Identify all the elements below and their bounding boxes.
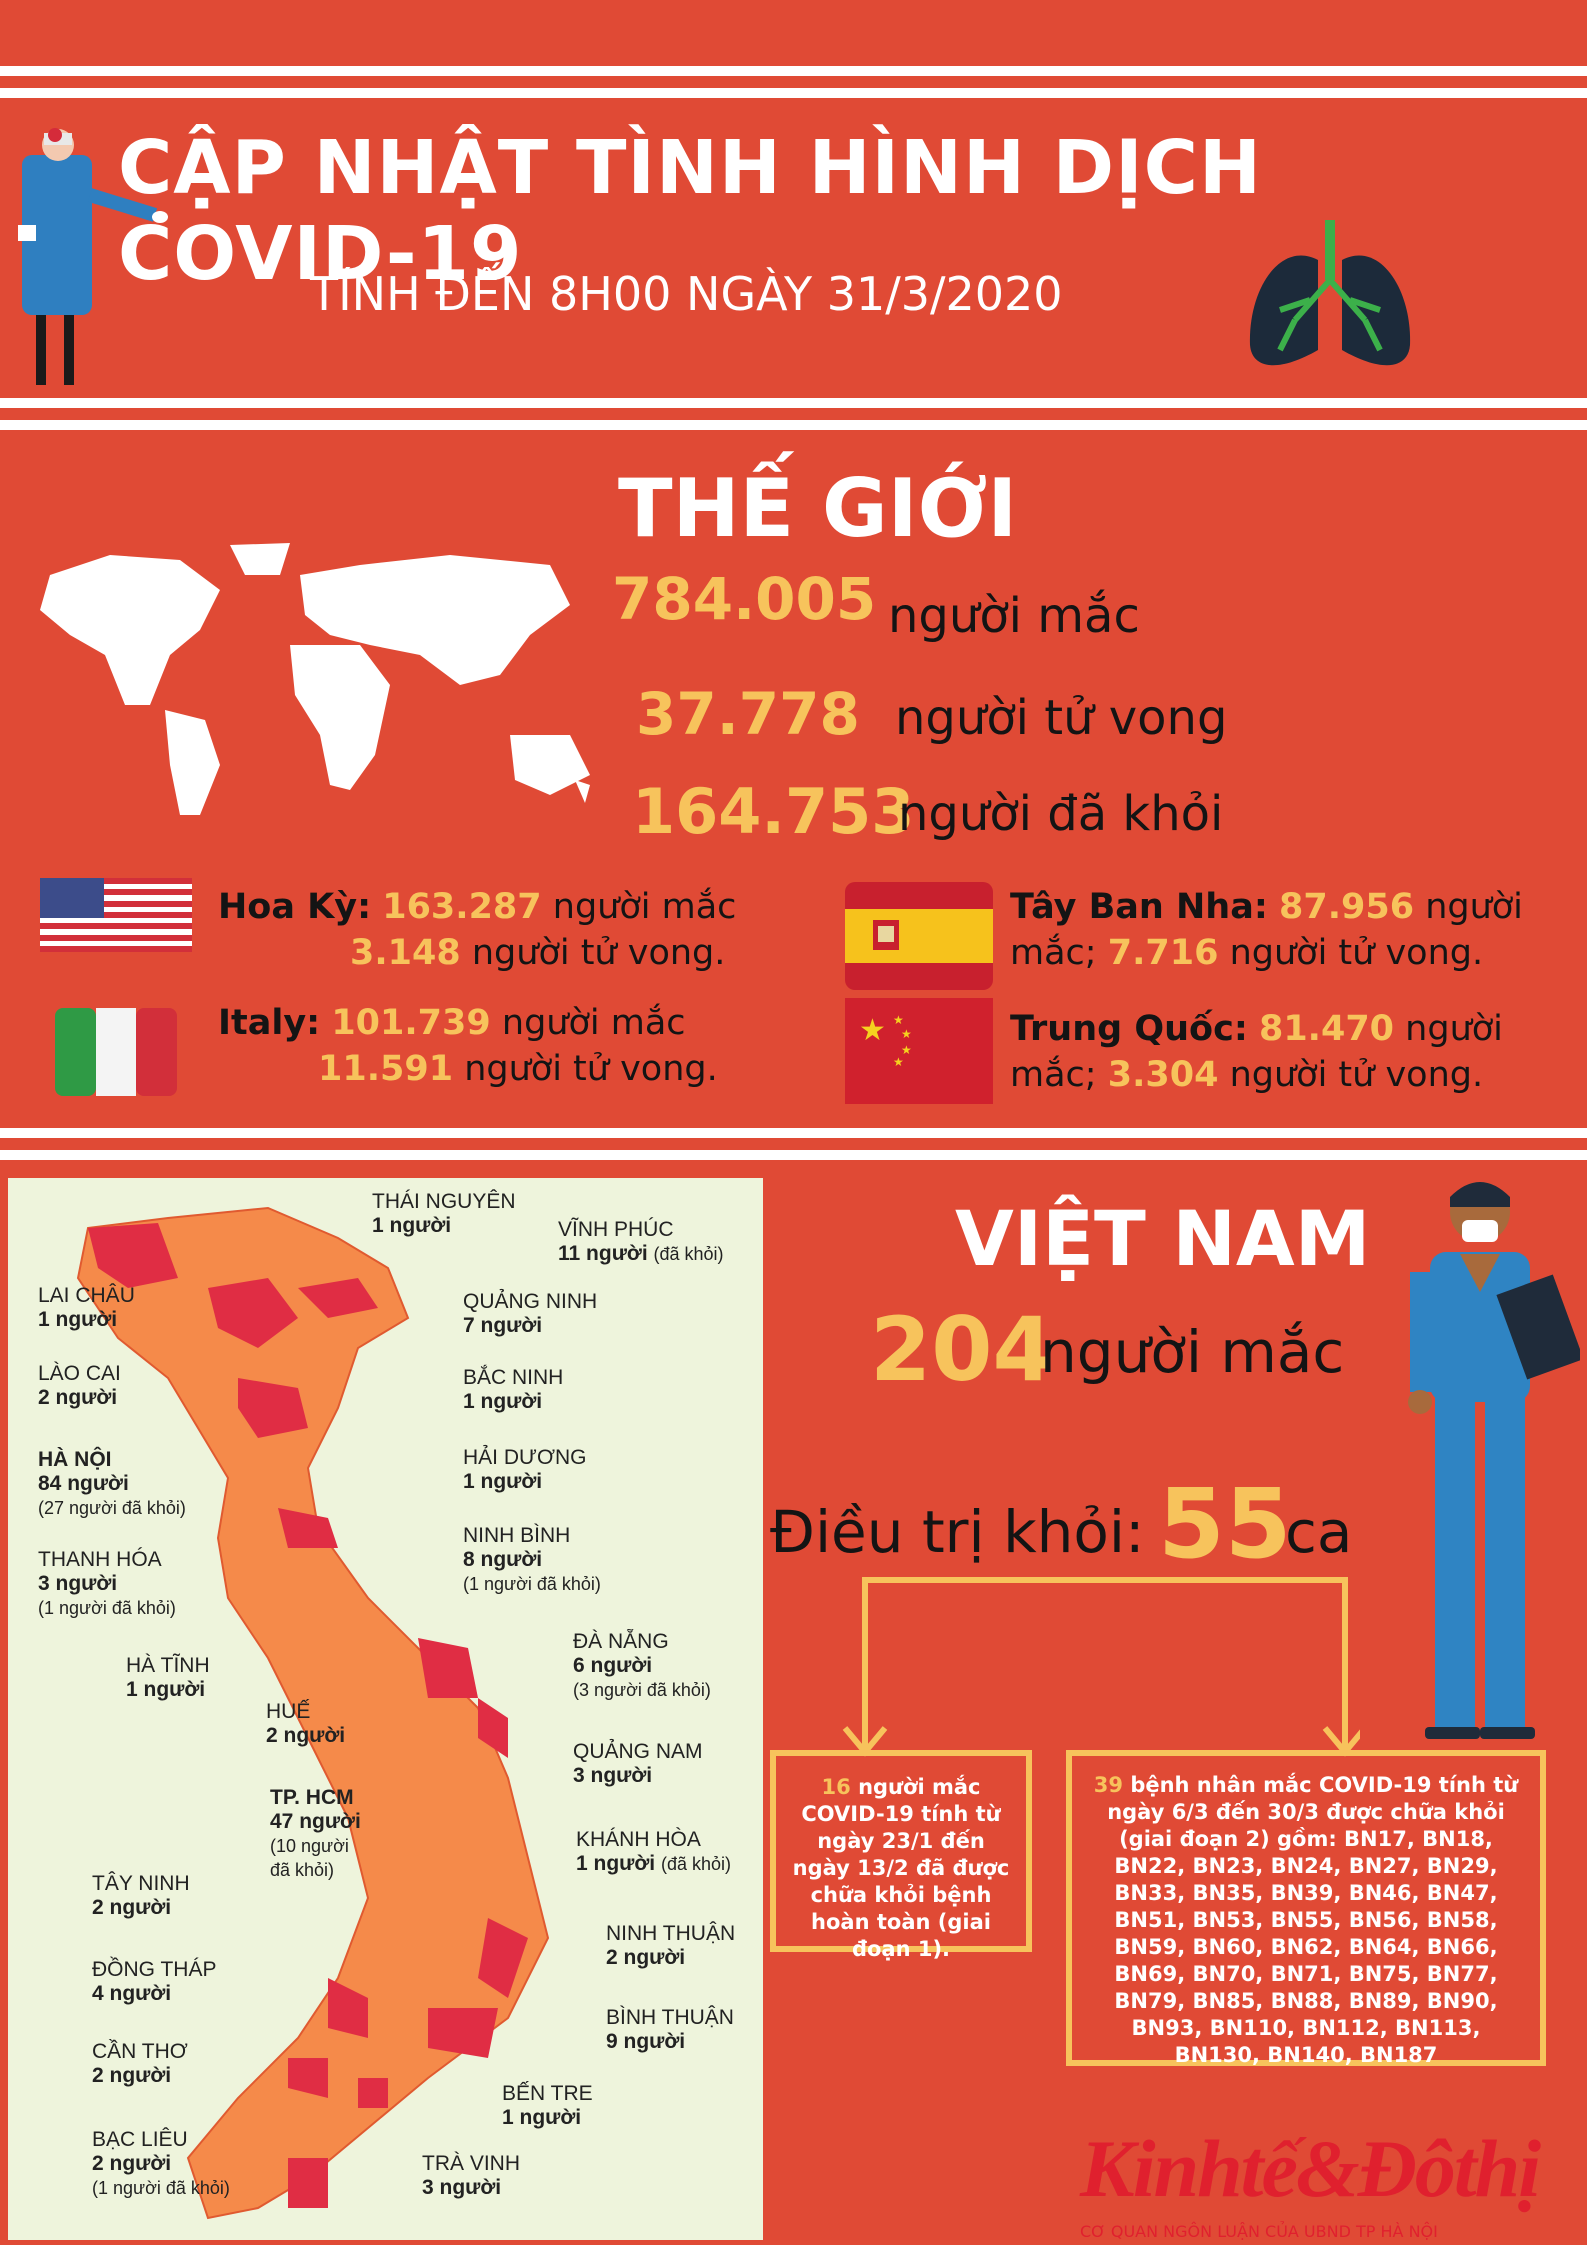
svg-text:★: ★ — [893, 1013, 904, 1027]
label-ninh-thuan: NINH THUẬN 2 người — [606, 1922, 736, 1969]
label-can-tho: CẦN THƠ 2 người — [92, 2040, 188, 2087]
label-lai-chau: LAI CHÂU 1 người — [38, 1284, 135, 1331]
svg-text:★: ★ — [859, 1013, 886, 1048]
label-tp-hcm: TP. HCM 47 người (10 người đã khỏi) — [270, 1786, 361, 1880]
italy-deaths: 11.591 — [318, 1049, 454, 1089]
page-subtitle: TÍNH ĐẾN 8H00 NGÀY 31/3/2020 — [310, 267, 1063, 321]
spain-stats — [1010, 884, 1523, 976]
phase1-box — [770, 1750, 1032, 1961]
spain-deaths: 7.716 — [1107, 933, 1219, 973]
usa-deaths: 3.148 — [350, 933, 461, 973]
usa-flag-icon — [40, 878, 192, 952]
recovered-unit: ca — [1285, 1498, 1353, 1566]
doctor-clipboard-illustration — [1380, 1172, 1580, 1752]
recovered-label: Điều trị khỏi: — [770, 1498, 1145, 1566]
brand-logo: Kinhtế&Đôthị — [1080, 2123, 1540, 2214]
italy-flag-icon — [55, 1008, 177, 1096]
svg-text:★: ★ — [901, 1043, 912, 1057]
label-thanh-hoa: THANH HÓA 3 người (1 người đã khỏi) — [38, 1548, 176, 1618]
label-da-nang: ĐÀ NẴNG 6 người (3 người đã khỏi) — [573, 1630, 711, 1700]
label-quang-nam: QUẢNG NAM 3 người — [573, 1740, 703, 1787]
svg-text:★: ★ — [893, 1055, 904, 1069]
vietnam-heading: VIỆT NAM — [955, 1194, 1371, 1283]
divider-stripe — [0, 1150, 1587, 1160]
usa-cases: 163.287 — [382, 887, 542, 927]
connector-arrows — [840, 1570, 1360, 1760]
label-quang-ninh: QUẢNG NINH 7 người — [463, 1290, 598, 1337]
usa-cases-label: người mắc — [552, 887, 737, 927]
china-cases-label2: mắc; — [1010, 1055, 1097, 1095]
china-deaths: 3.304 — [1107, 1055, 1219, 1095]
recovered-value: 55 — [1158, 1468, 1292, 1580]
china-cases: 81.470 — [1258, 1009, 1395, 1049]
world-recovered-label: người đã khỏi — [898, 786, 1224, 842]
label-tay-ninh: TÂY NINH 2 người — [92, 1872, 190, 1919]
italy-name: Italy: — [218, 1003, 321, 1043]
italy-cases: 101.739 — [331, 1003, 491, 1043]
china-stats — [1010, 1006, 1503, 1098]
svg-text:★: ★ — [901, 1027, 912, 1041]
brand-tagline: CƠ QUAN NGÔN LUẬN CỦA UBND TP HÀ NỘI — [1080, 2222, 1438, 2241]
header-section — [0, 105, 1587, 390]
label-ha-noi: HÀ NỘI 84 người (27 người đã khỏi) — [38, 1448, 186, 1518]
label-vinh-phuc: VĨNH PHÚC 11 người (đã khỏi) — [558, 1218, 724, 1265]
label-dong-thap: ĐỒNG THÁP 4 người — [92, 1958, 217, 2005]
label-tra-vinh: TRÀ VINH 3 người — [422, 2152, 521, 2199]
label-thai-nguyen: THÁI NGUYÊN 1 người — [372, 1190, 516, 1237]
label-ben-tre: BẾN TRE 1 người — [502, 2082, 593, 2129]
label-bac-lieu: BẠC LIÊU 2 người (1 người đã khỏi) — [92, 2128, 230, 2198]
spain-cases-label2: mắc; — [1010, 933, 1097, 973]
divider-stripe — [0, 398, 1587, 408]
label-lao-cai: LÀO CAI 2 người — [38, 1362, 121, 1409]
label-binh-thuan: BÌNH THUẬN 9 người — [606, 2006, 734, 2053]
spain-flag-icon — [845, 882, 993, 990]
phase2-count: 39 — [1093, 1773, 1123, 1797]
usa-deaths-label: người tử vong. — [471, 933, 726, 973]
label-ninh-binh: NINH BÌNH 8 người (1 người đã khỏi) — [463, 1524, 601, 1594]
vietnam-cases-value: 204 — [870, 1298, 1054, 1401]
label-bac-ninh: BẮC NINH 1 người — [463, 1366, 564, 1413]
china-name: Trung Quốc: — [1010, 1009, 1248, 1049]
label-hai-duong: HẢI DƯƠNG 1 người — [463, 1446, 587, 1493]
italy-cases-label: người mắc — [501, 1003, 686, 1043]
world-deaths-value: 37.778 — [636, 680, 860, 748]
lungs-icon — [1240, 220, 1420, 380]
vietnam-map-panel — [8, 1178, 763, 2240]
phase1-text: người mắc COVID-19 tính từ ngày 23/1 đến ngày 13/2 đã được chữa khỏi bệnh hoàn toàn (giai đoạn 1). — [792, 1775, 1010, 1961]
spain-deaths-label: người tử vong. — [1229, 933, 1484, 973]
world-recovered-value: 164.753 — [632, 775, 915, 848]
spain-name: Tây Ban Nha: — [1010, 887, 1268, 927]
italy-deaths-label: người tử vong. — [464, 1049, 718, 1089]
spain-cases-label: người — [1425, 887, 1523, 927]
italy-stats — [218, 1000, 718, 1092]
china-flag-icon — [845, 998, 993, 1104]
page-title: CẬP NHẬT TÌNH HÌNH DỊCH COVID-19 — [118, 125, 1262, 297]
vietnam-cases-label: người mắc — [1040, 1318, 1345, 1386]
divider-stripe — [0, 420, 1587, 430]
world-cases-value: 784.005 — [612, 565, 877, 633]
divider-stripe — [0, 66, 1587, 76]
divider-stripe — [0, 1128, 1587, 1138]
label-khanh-hoa: KHÁNH HÒA 1 người (đã khỏi) — [576, 1828, 732, 1875]
usa-stats — [218, 884, 736, 976]
world-map-icon — [30, 535, 605, 820]
china-deaths-label: người tử vong. — [1229, 1055, 1484, 1095]
label-hue: HUẾ 2 người — [266, 1700, 346, 1747]
world-cases-label: người mắc — [888, 588, 1140, 644]
phase1-count: 16 — [821, 1775, 851, 1799]
divider-stripe — [0, 88, 1587, 98]
phase2-text: bệnh nhân mắc COVID-19 tính từ ngày 6/3 đến 30/3 được chữa khỏi (giai đoạn 2) gồm: BN17, BN18, BN22, BN23, BN24, BN27, BN29, BN33, BN35, BN39, BN46, BN47, BN51, BN53, BN55, BN56, BN58, BN59, BN60, BN62, BN64, BN66, BN69, BN70, BN71, BN75, BN77, BN79, BN85, BN88, BN89, BN90, BN93, BN110, BN112, BN113, BN130, BN140, BN187 — [1107, 1773, 1519, 2067]
label-ha-tinh: HÀ TĨNH 1 người — [126, 1654, 210, 1701]
world-heading: THẾ GIỚI — [618, 462, 1018, 555]
usa-name: Hoa Kỳ: — [218, 887, 372, 927]
world-deaths-label: người tử vong — [895, 690, 1228, 746]
china-cases-label: người — [1405, 1009, 1503, 1049]
spain-cases: 87.956 — [1278, 887, 1415, 927]
phase2-box — [1066, 1750, 1546, 2066]
